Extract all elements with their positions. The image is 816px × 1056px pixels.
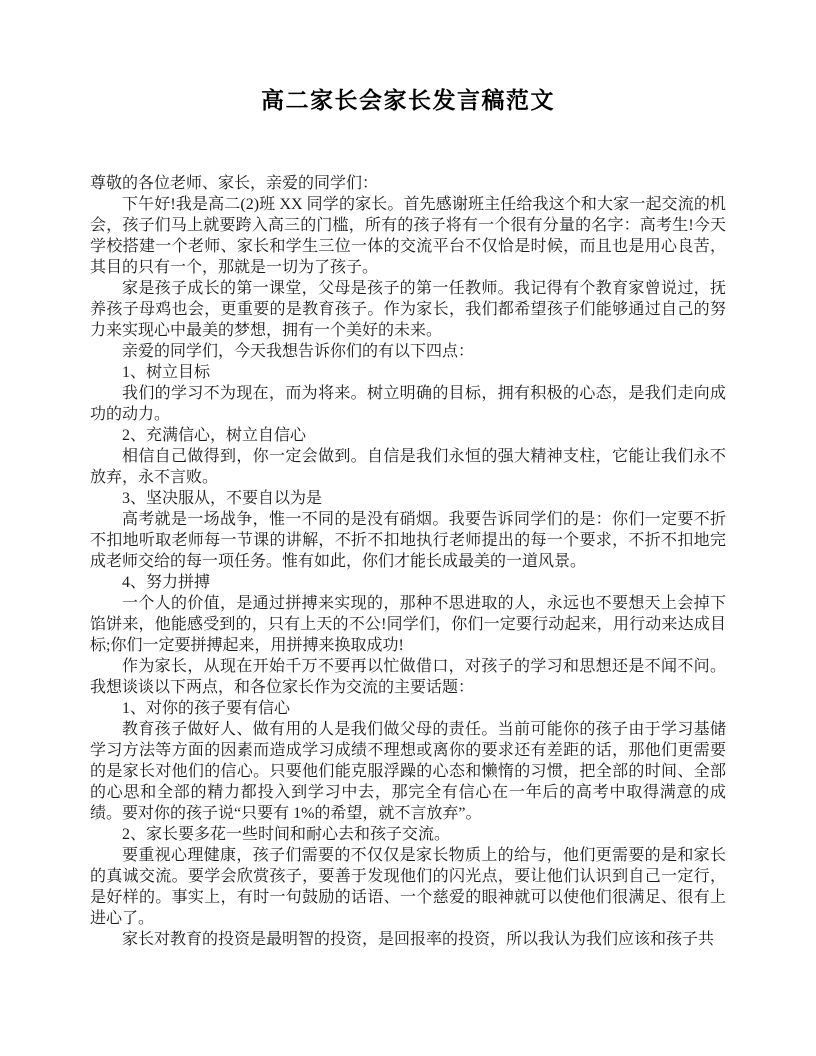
- paragraph-point-2: 2、充满信心，树立自信心: [122, 427, 307, 444]
- paragraph: 要重视心理健康，孩子们需要的不仅仅是家长物质上的给与，他们更需要的是和家长的真诚交流。要学会欣赏孩子，要善于发现他们的闪光点，要让他们认识到自己一定行，是好样的。事实上，有时一句鼓励的话语、一个慈爱的眼神就可以使他们很满足、很有上进心了。: [90, 847, 726, 927]
- paragraph: 一个人的价值，是通过拼搏来实现的，那种不思进取的人，永远也不要想天上会掉下馅饼来，他能感受到的，只有上天的不公!同学们，你们一定要行动起来，用行动来达成目标;你们一定要拼搏起来，用拼搏来换取成功!: [90, 595, 726, 654]
- paragraph-topic-2: 2、家长要多花一些时间和耐心去和孩子交流。: [122, 826, 451, 843]
- paragraph: 亲爱的同学们，今天我想告诉你们的有以下四点：: [122, 343, 475, 360]
- paragraph: 作为家长，从现在开始千万不要再以忙做借口，对孩子的学习和思想还是不闻不问。我想谈谈以下两点，和各位家长作为交流的主要话题：: [90, 658, 726, 696]
- paragraph-point-1: 1、树立目标: [122, 364, 211, 381]
- paragraph-point-4: 4、努力拼搏: [122, 574, 211, 591]
- paragraph: 家是孩子成长的第一课堂，父母是孩子的第一任教师。我记得有个教育家曾说过，抚养孩子母鸡也会，更重要的是教育孩子。作为家长，我们都希望孩子们能够通过自己的努力来实现心中最美的梦想，拥有一个美好的未来。: [90, 280, 726, 339]
- document-body: [90, 173, 726, 950]
- paragraph-salutation: 尊敬的各位老师、家长，亲爱的同学们：: [90, 175, 379, 192]
- paragraph: 教育孩子做好人、做有用的人是我们做父母的责任。当前可能你的孩子由于学习基储学习方法等方面的因素而造成学习成绩不理想或离你的要求还有差距的话，那他们更需要的是家长对他们的信心。只要他们能克服浮躁的心态和懒惰的习惯，把全部的时间、全部的心思和全部的精力都投入到学习中去，那完全有信心在一年后的高考中取得满意的成绩。要对你的孩子说“只要有 1%的希望，就不言放弃”。: [90, 721, 726, 822]
- paragraph: 我们的学习不为现在，而为将来。树立明确的目标，拥有积极的心态，是我们走向成功的动力。: [90, 385, 726, 423]
- paragraph: 家长对教育的投资是最明智的投资，是回报率的投资，所以我认为我们应该和孩子共: [122, 931, 715, 948]
- paragraph-point-3: 3、坚决服从，不要自以为是: [122, 490, 323, 507]
- document-title: 高二家长会家长发言稿范文: [261, 88, 555, 113]
- paragraph: 相信自己做得到，你一定会做到。自信是我们永恒的强大精神支柱，它能让我们永不放弃，永不言败。: [90, 448, 726, 486]
- paragraph: 下午好!我是高二(2)班 XX 同学的家长。首先感谢班主任给我这个和大家一起交流的机会，孩子们马上就要跨入高三的门槛，所有的孩子将有一个很有分量的名字：高考生!今天学校搭建一个老师、家长和学生三位一体的交流平台不仅恰是时候，而且也是用心良苦，其目的只有一个，那就是一切为了孩子。: [90, 196, 726, 276]
- paragraph: 高考就是一场战争，惟一不同的是没有硝烟。我要告诉同学们的是：你们一定要不折不扣地听取老师每一节课的讲解，不折不扣地执行老师提出的每一个要求，不折不扣地完成老师交给的每一项任务。惟有如此，你们才能长成最美的一道风景。: [90, 511, 726, 570]
- paragraph-topic-1: 1、对你的孩子要有信心: [122, 700, 291, 717]
